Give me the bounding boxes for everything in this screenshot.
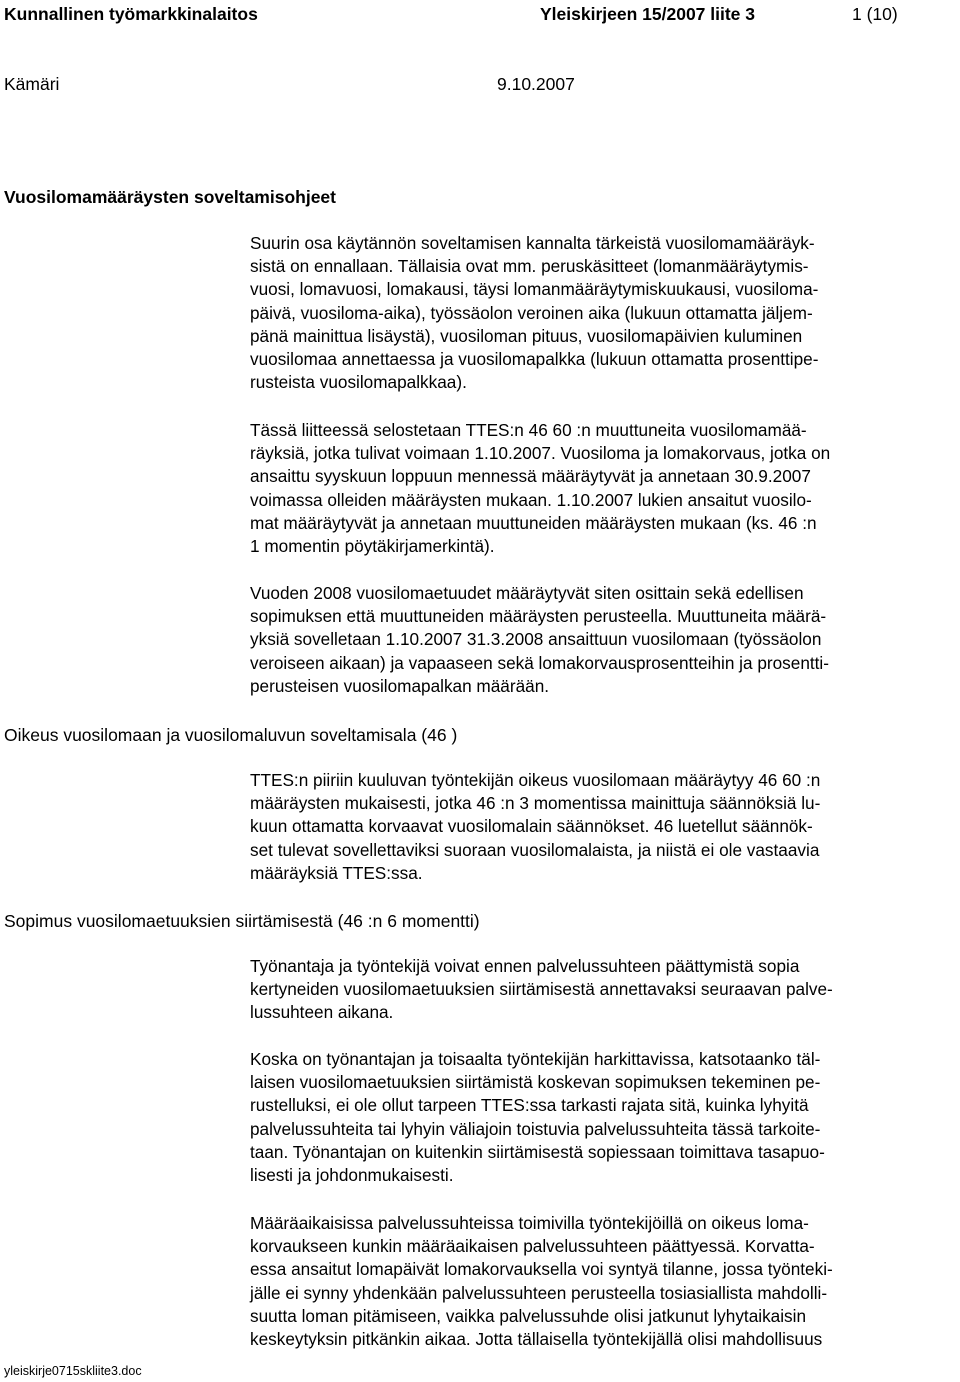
intro-paragraph-1 — [250, 232, 960, 394]
section-2-paragraph-1 — [250, 955, 960, 1025]
text-line: mat määräytyvät ja annetaan muuttuneiden määräysten mukaan (ks. 46 :n — [250, 512, 817, 533]
text-line: lisesti ja johdonmukaisesti. — [250, 1165, 454, 1186]
document-reference: Yleiskirjeen 15/2007 liite 3 — [540, 4, 756, 24]
text-line: taan. Työnantajan on kuitenkin siirtämisestä sopiessaan toimittava tasapuo- — [250, 1141, 825, 1162]
text-line: ansaittu syyskuun loppuun mennessä määräytyvät ja annetaan 30.9.2007 — [250, 466, 811, 487]
text-line: määräyksiä TTES:ssa. — [250, 862, 423, 883]
text-line: perusteisen vuosilomapalkan määrään. — [250, 675, 550, 696]
text-line: set tulevat sovellettaviksi suoraan vuosilomalaista, ja niistä ei ole vastaavia — [250, 839, 820, 860]
text-line: Koska on työnantajan ja toisaalta työntekijän harkittavissa, katsotaanko täl- — [250, 1049, 821, 1069]
text-line: 1 momentin pöytäkirjamerkintä). — [250, 536, 495, 557]
document-date: 9.10.2007 — [497, 74, 575, 94]
text-line: rusteista vuosilomapalkkaa). — [250, 372, 467, 393]
text-line: essa ansaitut lomapäivät lomakorvauksella voi syntyä tilanne, jossa työnteki- — [250, 1259, 833, 1280]
text-line: Tässä liitteessä selostetaan TTES:n 46 60 :n muuttuneita vuosilomamää- — [250, 420, 807, 440]
intro-paragraph-2 — [250, 419, 960, 558]
text-line: vuosi, lomavuosi, lomakausi, täysi lomanmääräytymiskuukausi, vuosiloma- — [250, 279, 819, 300]
page-number: 1 (10) — [852, 4, 898, 24]
text-line: määräysten mukaisesti, jotka 46 :n 3 momentissa mainittuja säännöksiä lu- — [250, 793, 821, 814]
author-name: Kämäri — [4, 74, 60, 94]
text-line: räyksiä, jotka tulivat voimaan 1.10.2007. Vuosiloma ja lomakorvaus, jotka on — [250, 443, 831, 464]
text-line: korvaukseen kunkin määräaikaisen palvelussuhteen päättyessä. Korvatta- — [250, 1236, 815, 1257]
text-line: vuosilomaa annettaessa ja vuosilomapalkka (lukuun ottamatta prosenttipe- — [250, 349, 819, 370]
text-line: yksiä sovelletaan 1.10.2007 31.3.2008 ansaittuun vuosilomaan (työssäolon — [250, 629, 822, 650]
text-line: sopimuksen että muuttuneiden määräysten perusteella. Muuttuneita määrä- — [250, 606, 827, 627]
text-line: palvelussuhteita tai lyhyin väliajoin toistuvia palvelussuhteita tässä tarkoite- — [250, 1118, 821, 1139]
section-heading-vacation-right: Oikeus vuosilomaan ja vuosilomaluvun soveltamisala (46 ) — [4, 725, 458, 745]
section-1-paragraph-1 — [250, 769, 960, 885]
text-line: Suurin osa käytännön soveltamisen kannalta tärkeistä vuosilomamääräyk- — [250, 233, 815, 253]
section-2-paragraph-2 — [250, 1048, 960, 1187]
text-line: sistä on ennallaan. Tällaisia ovat mm. peruskäsitteet (lomanmääräytymis- — [250, 256, 809, 277]
footer-filename: yleiskirje0715skliite3.doc — [4, 1364, 142, 1378]
text-line: keskeytyksin pitkänkin aikaa. Jotta tällaisella työntekijällä olisi mahdollisuus — [250, 1329, 823, 1350]
text-line: laisen vuosilomaetuuksien siirtämistä koskevan sopimuksen tekeminen pe- — [250, 1072, 821, 1093]
text-line: TTES:n piiriin kuuluvan työntekijän oikeus vuosilomaan määräytyy 46 60 :n — [250, 770, 821, 790]
text-line: suutta loman pitämiseen, vaikka palvelussuhde olisi jatkunut lyhytaikaisin — [250, 1305, 807, 1326]
text-line: päivä, vuosiloma-aika), työssäolon veroinen aika (lukuun ottamatta jäljem- — [250, 302, 813, 323]
section-2-paragraph-3 — [250, 1212, 960, 1351]
text-line: veroiseen aikaan) ja vapaaseen sekä lomakorvausprosentteihin ja prosentti- — [250, 652, 829, 673]
text-line: lussuhteen aikana. — [250, 1002, 394, 1023]
text-line: kuun ottamatta korvaavat vuosilomalain säännökset. 46 luetellut säännök- — [250, 816, 813, 837]
text-line: Määräaikaisissa palvelussuhteissa toimivilla työntekijöillä on oikeus loma- — [250, 1213, 809, 1233]
text-line: voimassa olleiden määräysten mukaan. 1.10.2007 lukien ansaitut vuosilo- — [250, 489, 812, 510]
text-line: kertyneiden vuosilomaetuuksien siirtämisestä annettavaksi seuraavan palve- — [250, 979, 833, 1000]
text-line: jälle ei synny yhdenkään palvelussuhteen perusteella tosiasiallista mahdolli- — [250, 1282, 828, 1303]
text-line: pänä mainittua lisäystä), vuosiloman pituus, vuosilomapäivien kuluminen — [250, 325, 803, 346]
intro-paragraph-3 — [250, 582, 960, 698]
document-title: Vuosilomamääräysten soveltamisohjeet — [4, 187, 336, 207]
text-line: Vuoden 2008 vuosilomaetuudet määräytyvät siten osittain sekä edellisen — [250, 583, 804, 603]
organization-name: Kunnallinen työmarkkinalaitos — [4, 4, 258, 24]
text-line: Työnantaja ja työntekijä voivat ennen palvelussuhteen päättymistä sopia — [250, 956, 800, 976]
section-heading-benefit-transfer: Sopimus vuosilomaetuuksien siirtämisestä (46 :n 6 momentti) — [4, 911, 480, 931]
text-line: rustelluksi, ei ole ollut tarpeen TTES:ssa tarkasti rajata sitä, kuinka lyhyitä — [250, 1095, 809, 1116]
